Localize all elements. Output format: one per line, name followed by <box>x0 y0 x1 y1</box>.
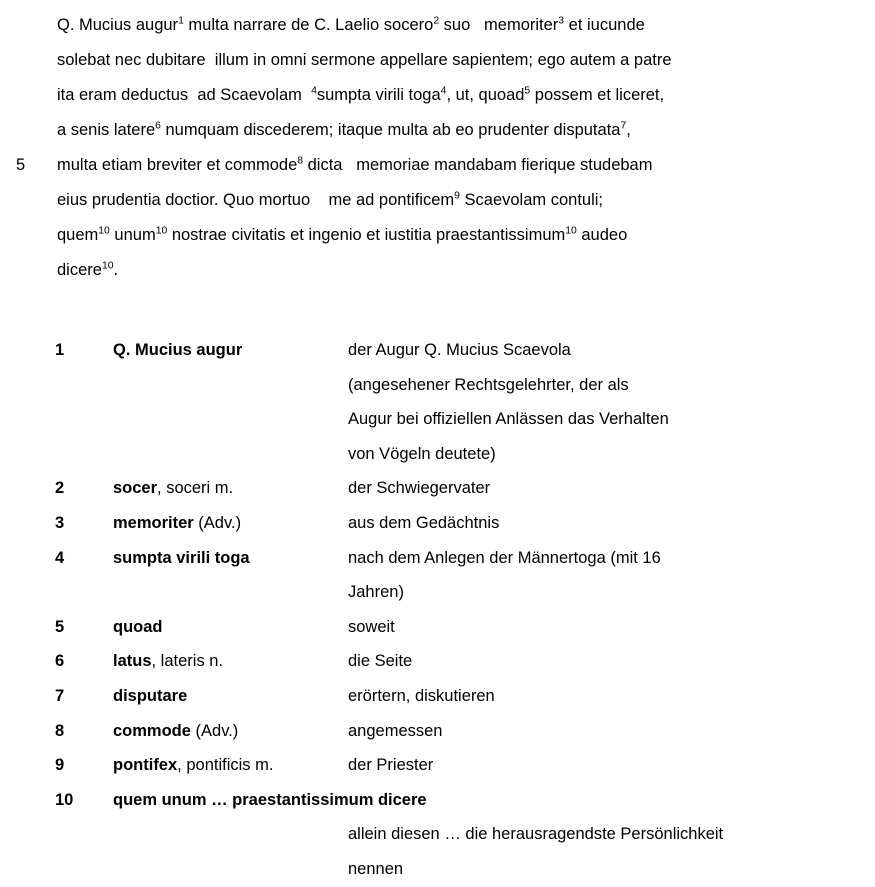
vocabulary-lemma-headword: latus <box>113 652 152 671</box>
passage-line-number: 5 <box>16 156 26 174</box>
vocabulary-entry-number: 2 <box>55 479 65 498</box>
vocabulary-entry-line <box>0 817 875 852</box>
vocabulary-entry-gloss: angemessen <box>348 721 443 740</box>
vocabulary-entry-gloss: Jahren) <box>348 583 404 602</box>
passage-text-run: solebat nec dubitare illum in omni sermone appellare sapientem; ego autem a patre <box>57 51 672 69</box>
vocabulary-entry-gloss: aus dem Gedächtnis <box>348 513 500 532</box>
footnote-marker: 4 <box>311 85 317 97</box>
vocabulary-list <box>0 333 875 887</box>
passage-text-run: nostrae civitatis et ingenio et iustitia praestantissimum <box>167 226 566 244</box>
vocabulary-entry <box>0 610 875 645</box>
vocabulary-entry <box>0 333 875 471</box>
latin-passage <box>0 8 875 288</box>
vocabulary-entry <box>0 541 875 610</box>
vocabulary-entry-gloss: Augur bei offiziellen Anlässen das Verhalten <box>348 410 669 429</box>
vocabulary-entry-lemma <box>113 333 242 368</box>
vocabulary-entry-lemma <box>113 748 273 783</box>
passage-line-text <box>57 218 627 253</box>
footnote-marker: 2 <box>433 15 440 27</box>
vocabulary-entry-lemma <box>113 610 163 645</box>
vocabulary-entry-line <box>0 437 875 472</box>
passage-text-run: audeo <box>576 226 628 244</box>
vocabulary-entry <box>0 783 875 887</box>
vocabulary-entry-line <box>0 471 875 506</box>
passage-text-run: Q. Mucius augur <box>57 16 179 34</box>
vocabulary-entry-lemma <box>113 541 250 576</box>
vocabulary-entry-number: 3 <box>55 513 65 532</box>
passage-text-run: a senis latere <box>57 121 156 139</box>
vocabulary-entry-lemma <box>113 506 241 541</box>
vocabulary-entry-lemma <box>113 471 233 506</box>
vocabulary-lemma-headword: sumpta virili toga <box>113 548 250 567</box>
vocabulary-entry-number: 4 <box>55 548 65 567</box>
passage-text-run: , <box>626 121 631 139</box>
vocabulary-lemma-headword: memoriter <box>113 513 194 532</box>
passage-text-run: dicere <box>57 261 102 279</box>
passage-text-run: suo memoriter <box>439 16 559 34</box>
footnote-marker: 5 <box>524 85 531 97</box>
vocabulary-lemma-headword: Q. Mucius augur <box>113 341 243 359</box>
vocabulary-entry-gloss: nach dem Anlegen der Männertoga (mit 16 <box>348 548 661 567</box>
footnote-marker: 3 <box>558 15 565 27</box>
passage-line <box>0 8 875 43</box>
footnote-marker: 6 <box>155 120 161 132</box>
passage-text-run: sumpta virili toga <box>316 86 441 104</box>
passage-text-run: possem et liceret, <box>530 86 665 104</box>
passage-text-run: . <box>113 261 119 279</box>
vocabulary-lemma-headword: quem unum … praestantissimum dicere <box>113 790 427 809</box>
vocabulary-entry-gloss: soweit <box>348 617 395 636</box>
passage-line <box>0 183 875 218</box>
vocabulary-entry-gloss: der Augur Q. Mucius Scaevola <box>348 341 571 359</box>
vocabulary-entry-line <box>0 783 875 818</box>
vocabulary-lemma-forms: (Adv.) <box>190 721 239 740</box>
vocabulary-entry <box>0 644 875 679</box>
vocabulary-entry-line <box>0 679 875 714</box>
passage-text-run: multa etiam breviter et commode <box>57 156 298 174</box>
vocabulary-entry-line <box>0 610 875 645</box>
passage-text-run: ita eram deductus ad Scaevolam <box>57 86 312 104</box>
footnote-marker: 9 <box>454 190 460 202</box>
vocabulary-entry-number: 6 <box>55 652 65 671</box>
vocabulary-entry-lemma <box>113 783 427 818</box>
passage-line-text <box>57 43 672 78</box>
vocabulary-entry-number: 8 <box>55 721 65 740</box>
passage-line <box>0 148 875 183</box>
footnote-marker: 10 <box>98 225 110 237</box>
footnote-marker: 8 <box>297 155 304 167</box>
passage-text-run: Scaevolam contuli; <box>459 191 603 209</box>
passage-text-run: numquam discederem; itaque multa ab eo prudenter disputata <box>160 121 621 139</box>
vocabulary-lemma-forms: , pontificis m. <box>177 756 274 775</box>
vocabulary-entry-line <box>0 333 875 368</box>
vocabulary-entry-number: 10 <box>55 790 74 809</box>
vocabulary-entry <box>0 748 875 783</box>
vocabulary-entry-line <box>0 506 875 541</box>
passage-text-run: , ut, quoad <box>446 86 525 104</box>
vocabulary-lemma-forms: , lateris n. <box>151 652 224 671</box>
passage-text-run: et iucunde <box>564 16 645 34</box>
footnote-marker: 10 <box>155 225 168 237</box>
vocabulary-entry-gloss: der Schwiegervater <box>348 479 491 498</box>
vocabulary-entry-line <box>0 852 875 887</box>
passage-text-run: multa narrare de C. Laelio socero <box>183 16 434 34</box>
vocabulary-entry-line <box>0 714 875 749</box>
vocabulary-entry-number: 1 <box>55 341 65 359</box>
vocabulary-entry <box>0 679 875 714</box>
passage-line <box>0 78 875 113</box>
vocabulary-entry-line <box>0 402 875 437</box>
vocabulary-entry-gloss: die Seite <box>348 652 413 671</box>
vocabulary-entry <box>0 471 875 506</box>
passage-text-run: dicta memoriae mandabam fierique studebam <box>303 156 653 174</box>
vocabulary-entry-line <box>0 575 875 610</box>
vocabulary-lemma-headword: commode <box>113 721 191 740</box>
passage-line-text <box>57 78 664 113</box>
footnote-marker: 4 <box>440 85 447 97</box>
vocabulary-entry-lemma <box>113 714 238 749</box>
vocabulary-entry-lemma <box>113 644 223 679</box>
passage-line-text <box>57 148 652 183</box>
vocabulary-lemma-headword: quoad <box>113 617 163 636</box>
vocabulary-lemma-forms: (Adv.) <box>193 513 242 532</box>
vocabulary-entry-line <box>0 748 875 783</box>
footnote-marker: 10 <box>101 260 114 272</box>
passage-line-text <box>57 253 118 288</box>
vocabulary-entry-gloss: nennen <box>348 859 404 878</box>
vocabulary-entry-gloss: der Priester <box>348 756 434 775</box>
passage-line-text <box>57 113 631 148</box>
passage-line <box>0 113 875 148</box>
footnote-marker: 10 <box>565 225 577 237</box>
passage-text-run: eius prudentia doctior. Quo mortuo me ad pontificem <box>57 191 455 209</box>
vocabulary-entry-number: 5 <box>55 617 65 636</box>
vocabulary-entry-gloss: erörtern, diskutieren <box>348 686 495 705</box>
vocabulary-entry <box>0 714 875 749</box>
vocabulary-entry-line <box>0 368 875 403</box>
passage-line-text <box>57 8 645 43</box>
passage-text-run: quem <box>57 226 99 244</box>
passage-line <box>0 43 875 78</box>
vocabulary-entry-line <box>0 644 875 679</box>
vocabulary-lemma-headword: socer <box>113 479 158 498</box>
vocabulary-entry-number: 9 <box>55 756 65 775</box>
vocabulary-entry-lemma <box>113 679 187 714</box>
footnote-marker: 7 <box>620 120 627 132</box>
footnote-marker: 1 <box>178 15 184 27</box>
passage-text-run: unum <box>109 226 156 244</box>
vocabulary-entry-gloss: von Vögeln deutete) <box>348 444 496 463</box>
vocabulary-entry-gloss: allein diesen … die herausragendste Persönlichkeit <box>348 825 724 844</box>
vocabulary-entry-number: 7 <box>55 686 65 705</box>
vocabulary-entry-gloss: (angesehener Rechtsgelehrter, der als <box>348 375 629 394</box>
vocabulary-lemma-forms: , soceri m. <box>157 479 234 498</box>
passage-line <box>0 253 875 288</box>
vocabulary-lemma-headword: disputare <box>113 686 188 705</box>
passage-line <box>0 218 875 253</box>
vocabulary-entry-line <box>0 541 875 576</box>
passage-line-text <box>57 183 603 218</box>
vocabulary-lemma-headword: pontifex <box>113 756 178 775</box>
vocabulary-entry <box>0 506 875 541</box>
